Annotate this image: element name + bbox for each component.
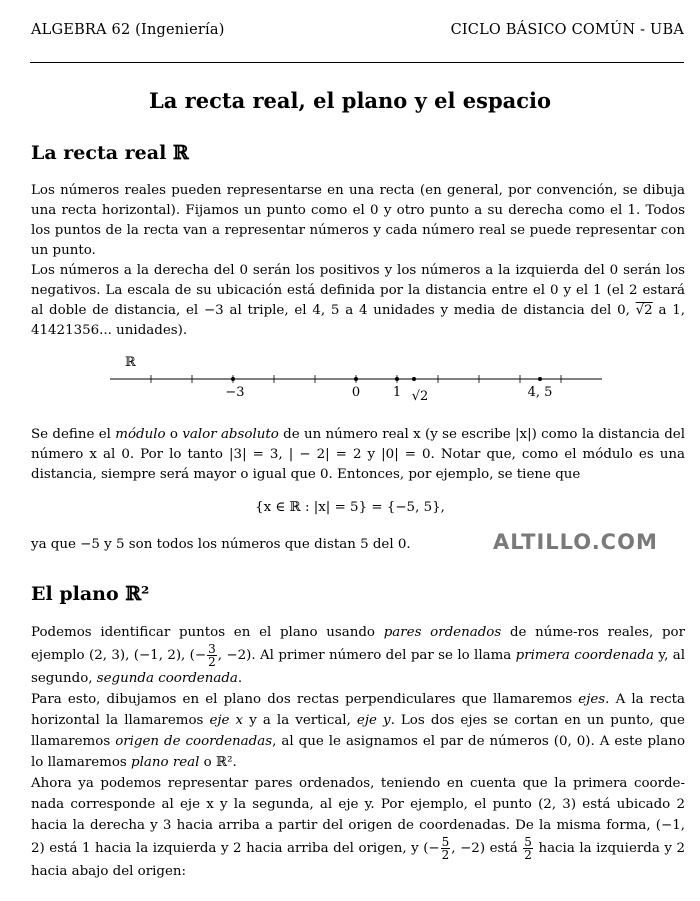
header-rule <box>30 62 684 63</box>
label-1: 1 <box>392 385 402 400</box>
p1-a: Podemos identificar puntos en el plano usando <box>31 625 384 640</box>
document-title: La recta real, el plano y el espacio <box>148 88 552 113</box>
point-4-5 <box>538 377 542 381</box>
p1-e: . <box>237 671 243 686</box>
number-line-diagram <box>100 350 610 410</box>
p3-b: , −2) está <box>451 841 523 856</box>
plano-paragraph-1 <box>31 622 685 689</box>
frac-num: 5 <box>524 835 532 849</box>
modulo-paragraph <box>31 425 685 485</box>
origen-term: origen de coordenadas <box>115 734 273 749</box>
modulo-text-a: Se define el <box>31 427 116 442</box>
header-course: ALGEBRA 62 (Ingeniería) <box>31 22 225 38</box>
pares-ordenados-term: pares ordenados <box>383 625 502 640</box>
p1-d: y, al segundo, <box>31 648 686 686</box>
p2-b: . A la recta horizontal la llamaremos <box>31 692 685 728</box>
label-4-5: 4, 5 <box>527 385 553 400</box>
segunda-coordenada-term: segunda coordenada <box>96 671 238 686</box>
label-0: 0 <box>351 385 361 400</box>
point-sqrt2 <box>412 377 416 381</box>
p1-c: , −2). Al primer número del par se lo llama <box>217 648 516 663</box>
p2-c: y a la vertical, <box>243 713 357 728</box>
modulo-term: módulo <box>115 427 166 442</box>
label-sqrt2: √2 <box>411 389 429 404</box>
frac-num: 5 <box>441 835 450 849</box>
para2-part-b: a 1, 41421356... unidades). <box>31 303 686 338</box>
para2-part-a: Los números a la derecha del 0 serán los positivos y los números a la izquierda del 0 serán los negativos. La escala de su ubicación está definida por la distancia entre el 0 y el 1 (el 2 estará al doble de distancia, el −3 al triple, el 4, 5 a 4 unidades y media de distancia del 0, <box>31 263 685 318</box>
plano-paragraph-2 <box>31 689 685 773</box>
watermark-logo: ALTILLO.COM <box>493 530 658 554</box>
number-line-axis-label: ℝ <box>125 355 136 370</box>
frac-num: 3 <box>208 642 216 656</box>
eje-x-term: eje x <box>209 713 244 728</box>
p2-d: . Los dos ejes se cortan en un punto, que llamaremos <box>31 713 685 749</box>
section-heading-recta: La recta real ℝ <box>31 142 189 164</box>
point-1 <box>395 377 399 381</box>
p1-b: de núme-ros reales, por ejemplo (2, 3), (−1, 2), (− <box>31 625 685 663</box>
recta-paragraph-2 <box>31 261 685 341</box>
ejes-term: ejes <box>578 692 606 707</box>
ya-que-line: ya que −5 y 5 son todos los números que distan 5 del 0. <box>31 537 411 552</box>
sqrt2-inline: √2 <box>635 303 653 318</box>
plano-paragraphs <box>31 622 685 882</box>
valor-absoluto-term: valor absoluto <box>182 427 279 442</box>
set-expression: {x ∈ ℝ : |x| = 5} = {−5, 5}, <box>255 500 445 515</box>
p2-f: o ℝ². <box>199 755 237 770</box>
label-minus-3: −3 <box>225 385 245 400</box>
fraction-5-2-a <box>441 836 451 861</box>
fraction-5-2-b <box>523 836 533 861</box>
p2-a: Para esto, dibujamos en el plano dos rectas perpendiculares que llamaremos <box>31 692 579 707</box>
recta-paragraph-1-text: Los números reales pueden representarse en una recta (en general, por convención, se dibuja una recta horizontal). Fijamos un punto como el 0 y otro punto a su derecha como el 1. Todos los puntos de la recta van a representar números y cada número real se puede representar con un punto. <box>31 183 685 258</box>
recta-paragraph-1 <box>31 181 685 341</box>
point-0 <box>354 377 358 381</box>
header-institution: CICLO BÁSICO COMÚN - UBA <box>450 22 684 38</box>
frac-den: 2 <box>208 655 216 669</box>
modulo-text-c: de un número real x (y se escribe |x|) como la distancia del número x al 0. Por lo tanto |3| = 3, | − 2| = 2 y |0| = 0. Notar que, como el módulo es una distancia, siempre será mayor o igual que 0. Entonces, por ejemplo, se tiene que <box>31 427 686 482</box>
frac-den: 2 <box>524 848 532 862</box>
frac-den: 2 <box>441 848 450 862</box>
p3-a: Ahora ya podemos representar pares ordenados, teniendo en cuenta que la primera coorde-nada corresponde al eje x y la segunda, al eje y. Por ejemplo, el punto (2, 3) está ubicado 2 hacia la derecha y 3 hacia arriba a partir del origen de coordenadas. De la misma forma, (−1, 2) está 1 hacia la izquierda y 2 hacia arriba del origen, y (− <box>31 776 685 856</box>
p3-c: hacia la izquierda y 2 hacia abajo del origen: <box>31 841 685 879</box>
modulo-text-b: o <box>165 427 183 442</box>
primera-coordenada-term: primera coordenada <box>515 648 654 663</box>
section-heading-plano: El plano ℝ² <box>31 583 150 605</box>
fraction-3-2 <box>207 643 217 668</box>
eje-y-term: eje y <box>356 713 391 728</box>
plano-real-term: plano real <box>131 755 200 770</box>
p2-e: , al que le asignamos el par de números (0, 0). A este plano lo llamaremos <box>31 734 686 770</box>
point-minus-3 <box>231 377 235 381</box>
plano-paragraph-3 <box>31 773 685 882</box>
